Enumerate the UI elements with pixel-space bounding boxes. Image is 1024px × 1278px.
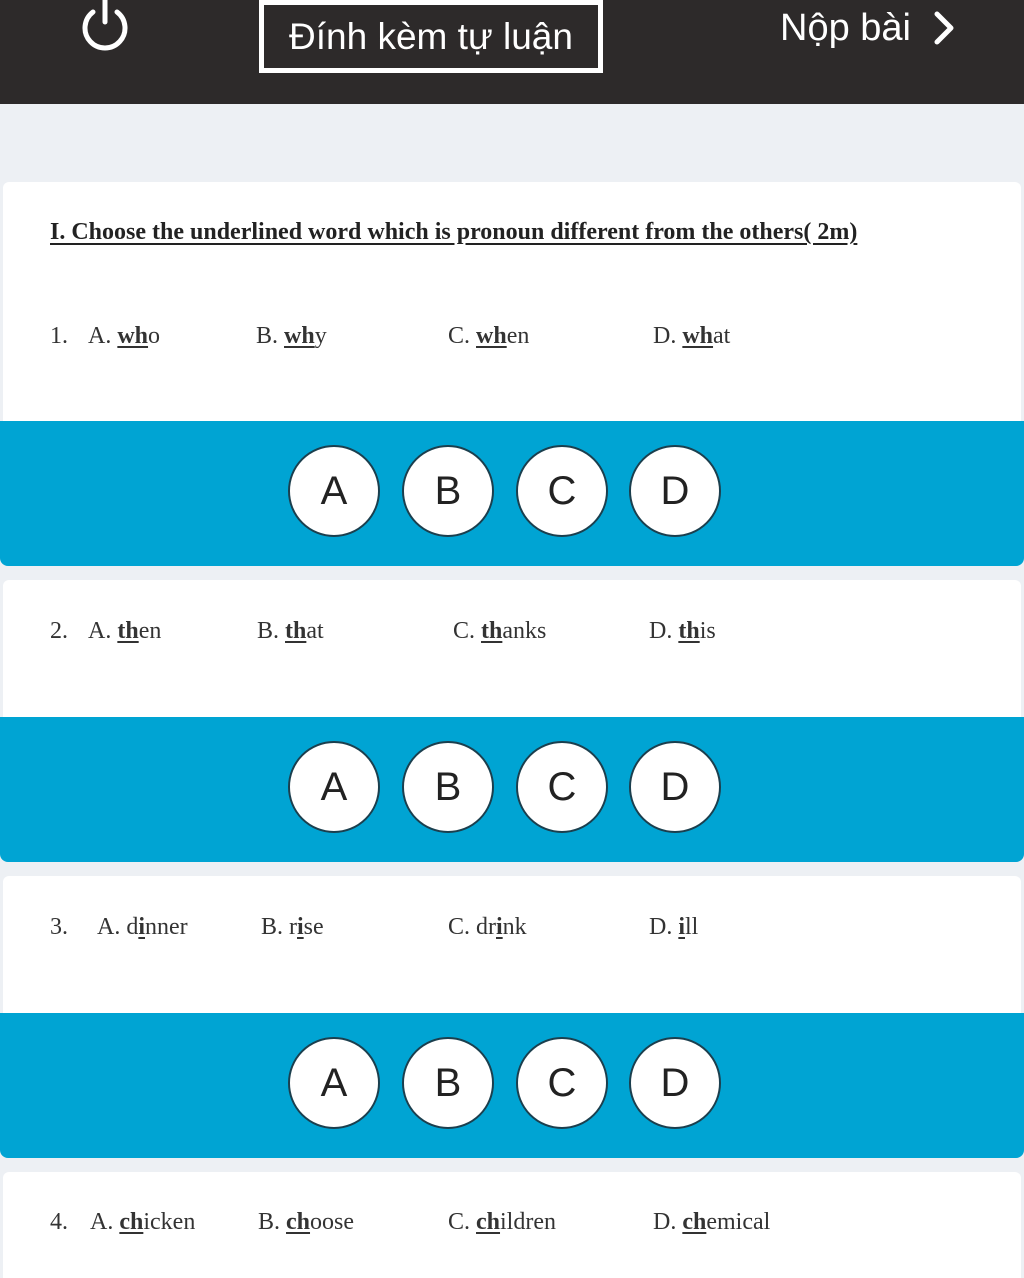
option-a: A. who	[88, 323, 161, 349]
section-heading: I. Choose the underlined word which is pronoun different from the others( 2m)	[50, 219, 858, 245]
answer-d-button[interactable]: D	[629, 445, 721, 537]
option-c: C. drink	[448, 914, 527, 940]
answer-c-button[interactable]: C	[516, 445, 608, 537]
option-d: D. chemical	[653, 1209, 771, 1235]
question-card-2	[3, 580, 1021, 718]
option-b: B. why	[256, 323, 327, 349]
attach-essay-button[interactable]	[259, 0, 603, 73]
answer-d-button[interactable]: D	[629, 741, 721, 833]
attach-essay-label: Đính kèm tự luận	[289, 16, 573, 57]
answer-b-button[interactable]: B	[402, 1037, 494, 1129]
question-card-4	[3, 1172, 1021, 1278]
question-number: 4.	[50, 1209, 68, 1235]
question-card-3	[3, 876, 1021, 1014]
answer-b-button[interactable]: B	[402, 741, 494, 833]
option-c: C. thanks	[453, 618, 547, 644]
answer-a-button[interactable]: A	[288, 741, 380, 833]
submit-label: Nộp bài	[780, 7, 911, 49]
answer-c-button[interactable]: C	[516, 1037, 608, 1129]
answer-bar-1	[0, 421, 1024, 566]
question-number: 1.	[50, 323, 68, 349]
option-a: A. then	[88, 618, 162, 644]
option-b: B. rise	[261, 914, 324, 940]
question-number: 3.	[50, 914, 68, 940]
answer-d-button[interactable]: D	[629, 1037, 721, 1129]
option-a: A. dinner	[97, 914, 188, 940]
submit-button[interactable]	[780, 3, 955, 53]
option-b: B. choose	[258, 1209, 355, 1235]
option-a: A. chicken	[90, 1209, 196, 1235]
option-b: B. that	[257, 618, 324, 644]
answer-a-button[interactable]: A	[288, 1037, 380, 1129]
answer-b-button[interactable]: B	[402, 445, 494, 537]
question-card-1	[3, 182, 1021, 422]
option-d: D. ill	[649, 914, 699, 940]
chevron-right-icon	[933, 10, 955, 46]
power-icon[interactable]	[78, 0, 132, 52]
option-c: C. children	[448, 1209, 556, 1235]
question-number: 2.	[50, 618, 68, 644]
option-c: C. when	[448, 323, 530, 349]
answer-a-button[interactable]: A	[288, 445, 380, 537]
answer-bar-2	[0, 717, 1024, 862]
answer-c-button[interactable]: C	[516, 741, 608, 833]
option-d: D. what	[653, 323, 731, 349]
option-d: D. this	[649, 618, 716, 644]
top-bar	[0, 0, 1024, 104]
answer-bar-3	[0, 1013, 1024, 1158]
